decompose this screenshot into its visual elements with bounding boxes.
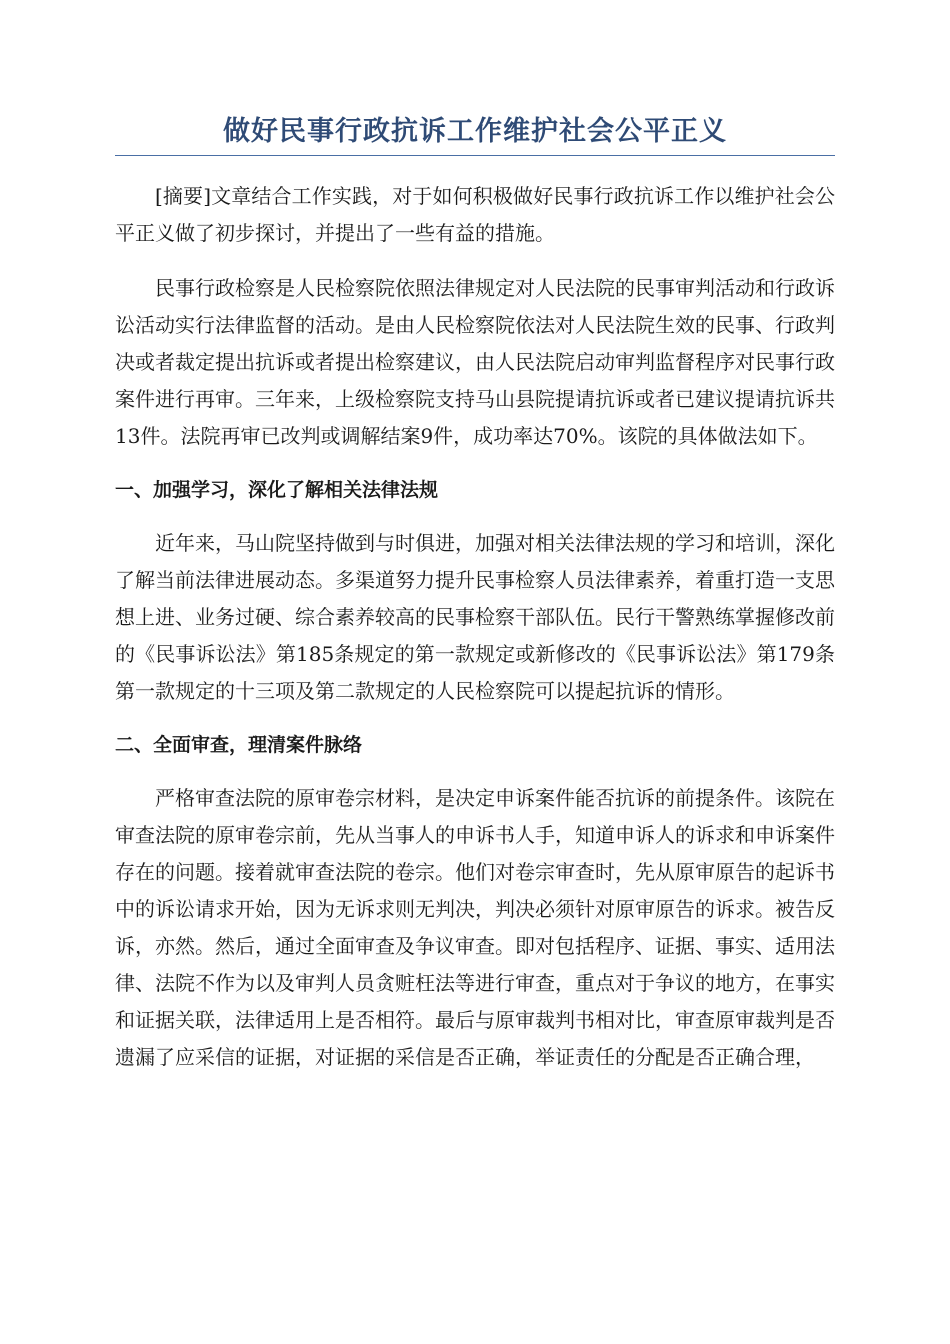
intro-paragraph: 民事行政检察是人民检察院依照法律规定对人民法院的民事审判活动和行政诉讼活动实行法律监督的活动。是由人民检察院依法对人民法院生效的民事、行政判决或者裁定提出抗诉或者提出检察建议，由人民法院启动审判监督程序对民事行政案件进行再审。三年来，上级检察院支持马山县院提请抗诉或者已建议提请抗诉共13件。法院再审已改判或调解结案9件，成功率达70%。该院的具体做法如下。: [115, 276, 835, 448]
section-1-body: 近年来，马山院坚持做到与时俱进，加强对相关法律法规的学习和培训，深化了解当前法律进展动态。多渠道努力提升民事检察人员法律素养，着重打造一支思想上进、业务过硬、综合素养较高的民事检察干部队伍。民行干警熟练掌握修改前的《民事诉讼法》第185条规定的第一款规定或新修改的《民事诉讼法》第179条第一款规定的十三项及第二款规定的人民检察院可以提起抗诉的情形。: [115, 531, 835, 703]
section-2-heading: 二、全面审查，理清案件脉络: [115, 734, 363, 756]
section-2-body: 严格审查法院的原审卷宗材料，是决定申诉案件能否抗诉的前提条件。该院在审查法院的原审卷宗前，先从当事人的申诉书人手，知道申诉人的诉求和申诉案件存在的问题。接着就审查法院的卷宗。他们对卷宗审查时，先从原审原告的起诉书中的诉讼请求开始，因为无诉求则无判决，判决必须针对原审原告的诉求。被告反诉，亦然。然后，通过全面审查及争议审查。即对包括程序、证据、事实、适用法律、法院不作为以及审判人员贪赃枉法等进行审查，重点对于争议的地方，在事实和证据关联，法律适用上是否相符。最后与原审裁判书相对比，审查原审裁判是否遗漏了应采信的证据，对证据的采信是否正确，举证责任的分配是否正确合理，: [115, 786, 835, 1069]
document-page: [115, 112, 835, 1076]
document-title: 做好民事行政抗诉工作维护社会公平正义: [115, 112, 835, 156]
abstract-paragraph: [摘要]文章结合工作实践，对于如何积极做好民事行政抗诉工作以维护社会公平正义做了初步探讨，并提出了一些有益的措施。: [115, 184, 835, 245]
section-1-heading: 一、加强学习，深化了解相关法律法规: [115, 479, 439, 501]
